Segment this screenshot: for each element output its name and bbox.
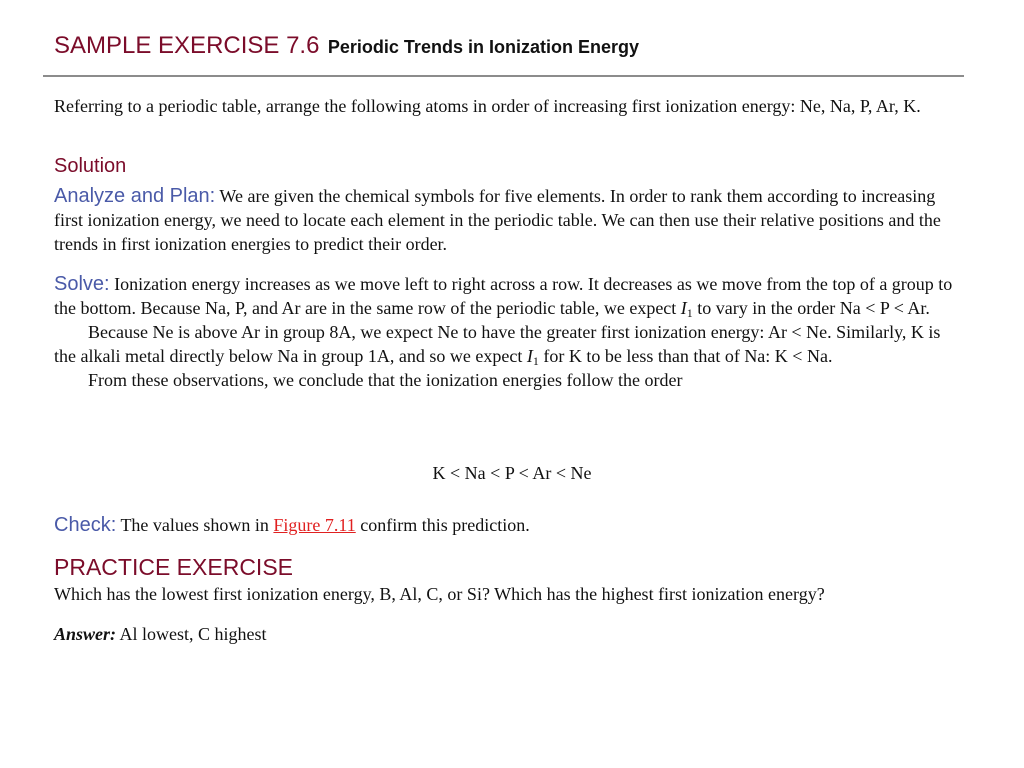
answer-label: Answer: (54, 624, 117, 644)
check-text-a: The values shown in (120, 515, 269, 535)
practice-answer (54, 622, 954, 646)
title-divider (43, 75, 964, 77)
check-label: Check: (54, 514, 117, 536)
solve-section (54, 272, 954, 392)
check-paragraph (54, 513, 954, 537)
analyze-text: We are given the chemical symbols for five elements. In order to rank them according to increasing first ionization energy, we need to locate each element in the periodic table. We can then use their relative positions and the trends in first ionization energies to predict their order. (54, 186, 941, 254)
solve-label: Solve: (54, 273, 110, 295)
solve-paragraph-1 (54, 272, 954, 320)
ionization-subscript: 1 (686, 306, 693, 320)
slide-title (54, 32, 639, 60)
solution-heading: Solution (54, 155, 127, 177)
exercise-number: SAMPLE EXERCISE 7.6 (54, 32, 320, 59)
ionization-symbol: I (680, 298, 687, 318)
ionization-symbol: I (526, 346, 533, 366)
ionization-order: K < Na < P < Ar < Ne (432, 463, 592, 483)
solve-text-2b: for K to be less than that of Na: K < Na. (543, 346, 833, 366)
solve-text-2a: Because Ne is above Ar in group 8A, we expect Ne to have the greater first ionization energy: Ar < Ne. Similarly, K is the alkali metal directly below Na in group 1A, and so we expect (54, 322, 941, 366)
analyze-paragraph (54, 184, 954, 256)
solve-paragraph-3: From these observations, we conclude that the ionization energies follow the order (88, 370, 683, 390)
figure-link[interactable]: Figure 7.11 (273, 515, 356, 535)
solve-paragraph-2 (54, 320, 954, 368)
analyze-label: Analyze and Plan: (54, 185, 216, 207)
solve-text-1b: to vary in the order Na < P < Ar. (697, 298, 930, 318)
practice-question: Which has the lowest first ionization energy, B, Al, C, or Si? Which has the highest first ionization energy? (54, 584, 825, 604)
exercise-topic: Periodic Trends in Ionization Energy (327, 37, 639, 57)
answer-text: Al lowest, C highest (119, 624, 267, 644)
problem-statement: Referring to a periodic table, arrange the following atoms in order of increasing first ionization energy: Ne, Na, P, Ar, K. (54, 96, 921, 116)
practice-heading: PRACTICE EXERCISE (54, 554, 293, 580)
ionization-subscript: 1 (532, 354, 539, 368)
solve-text-1a: Ionization energy increases as we move left to right across a row. It decreases as we move from the top of a group to the bottom. Because Na, P, and Ar are in the same row of the periodic table, we expect (54, 274, 953, 318)
check-text-b: confirm this prediction. (360, 515, 530, 535)
